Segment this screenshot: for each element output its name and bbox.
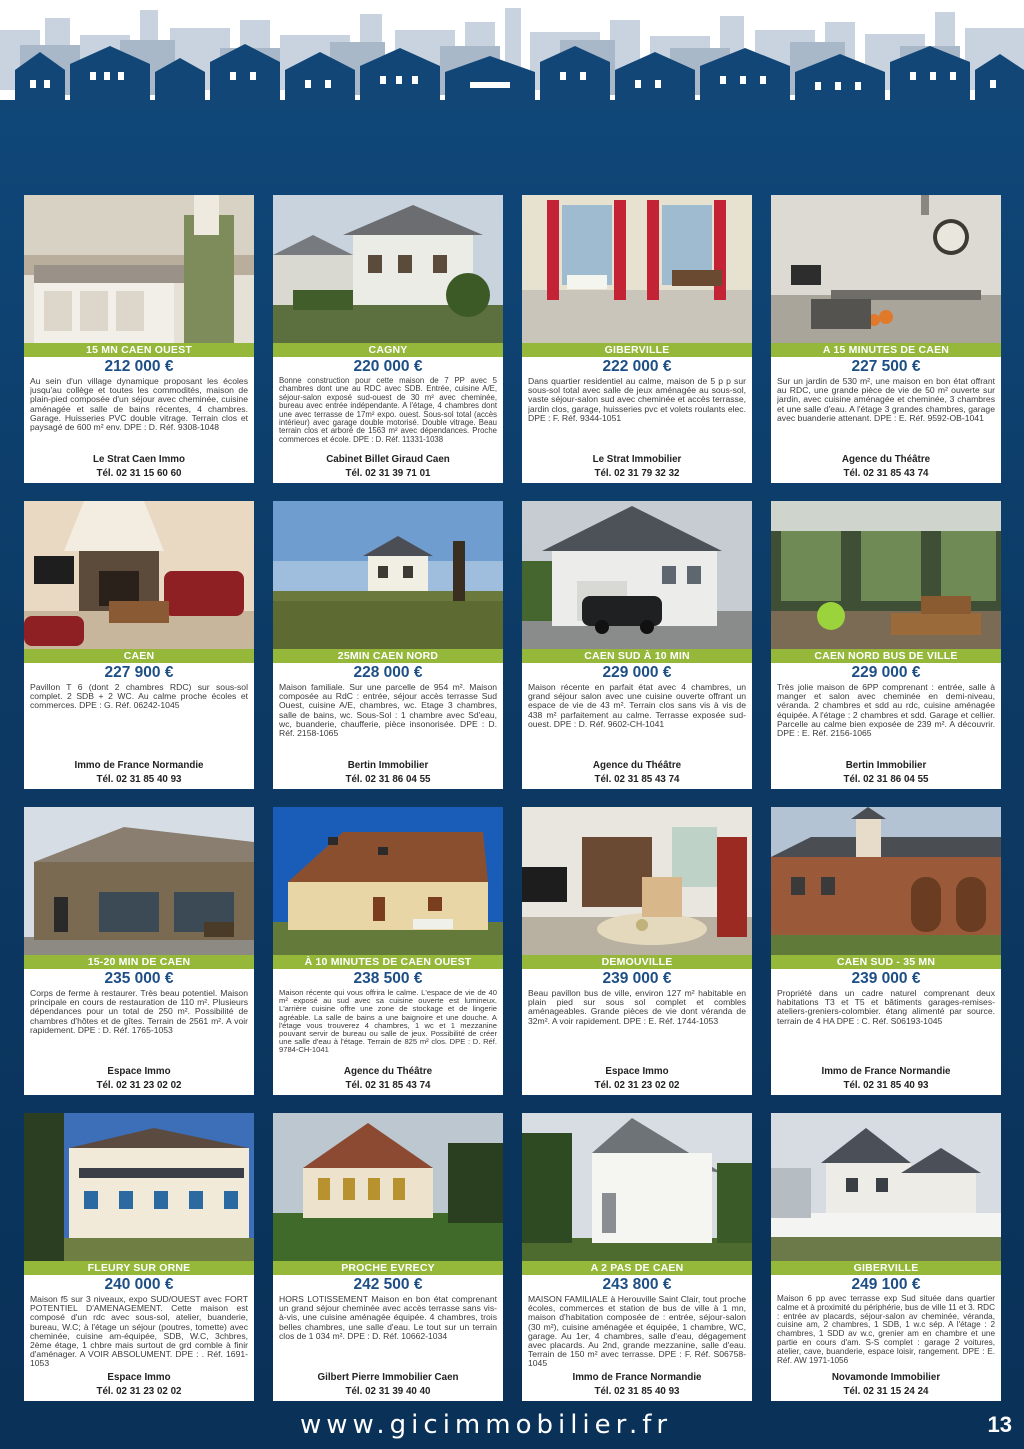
property-photo[interactable] xyxy=(24,807,254,955)
property-photo[interactable] xyxy=(522,195,752,343)
listing-description: Propriété dans un cadre naturel comprenant deux habitations T3 et T5 et bâtiments garages-remises-ateliers-greniers-colombier. étang alimenté par source. terrain de 4 HA DPE : C. Réf. S06193-1045 xyxy=(777,989,995,1026)
agency-name: Immo de France Normandie xyxy=(572,1372,702,1383)
skyline-illustration xyxy=(0,0,1024,110)
listing-description: Dans quartier residentiel au calme, maison de 5 p p sur sous-sol total avec salle de jeux aménagée au sous-sol, vaste séjour-salon sud avec cheminée et accès terrasse, jardin clos, garage, huisseries pvc et volets roulants elec. DPE : F. Réf. 9344-1051 xyxy=(528,377,746,423)
listing-description: Beau pavillon bus de ville, environ 127 m² habitable en plain pied sur sous sol complet et combles aménageables. Grande pièces de vie dont véranda de 32m². A voir rapidement. DPE : E. Réf. 1744-1053 xyxy=(528,989,746,1026)
listing-location: PROCHE EVRECY xyxy=(273,1261,503,1275)
listing-description: Maison 6 pp avec terrasse exp Sud située dans quartier calme et à proximité du périphérie, bus de ville 11 et 3. RDC : entrée av placards, séjour-salon av cheminée, véranda, cuisine am, 2 chambres, 1 SDB, 1 w.c sép. A l'étage : 2 chambres, 1 SDD av w.c, grenier am en chambre et une partie en cours d'am. S-S complet : garage 2 voitures, atelier, cave, buanderie, espace loisir, rangement. DPE : E. Réf. AW 1971-1056 xyxy=(777,1295,995,1365)
property-photo[interactable] xyxy=(522,501,752,649)
skyline-banner xyxy=(0,0,1024,110)
listing-description: MAISON FAMILIALE à Herouville Saint Clair, tout proche écoles, commerces et station de bus de ville à 1 mn, maison d'habitation composée de : entrée, séjour-salon (30 m²), cuisine aménagée et équipée, 1 chambre, WC, garage. Au 1er, 4 chambres, salle d'eau, dégagement avec placards. Au 2nd, grande mezzanine, salle d'eau. Terrain de 150 m² avec terrasse. DPE : F. Réf. S06758-1045 xyxy=(528,1295,746,1369)
listing-location: CAEN xyxy=(24,649,254,663)
agency-name: Immo de France Normandie xyxy=(74,760,204,771)
listing-description: Au sein d'un village dynamique proposant les écoles jusqu'au collège et toutes les commodités, maison de plain-pied composée d'un séjour avec cheminée, cuisine aménagée et salle de bains récentes, 4 chambres. Garage. Huisseries PVC double vitrage. Terrain clos et paysagé de 600 m² env. DPE : D. Réf. 9308-1048 xyxy=(30,377,248,433)
agency-phone[interactable]: Tél. 02 31 85 40 93 xyxy=(96,774,182,785)
listing-description: Pavillon T 6 (dont 2 chambres RDC) sur sous-sol complet. 2 SDB + 2 WC. Au calme proche écoles et commerces. DPE : G. Réf. 06242-1045 xyxy=(30,683,248,711)
property-photo[interactable] xyxy=(522,807,752,955)
listing-price: 228 000 € xyxy=(353,664,423,681)
listing-price: 229 000 € xyxy=(851,664,921,681)
agency-name: Immo de France Normandie xyxy=(821,1066,951,1077)
listing-location: A 15 MINUTES DE CAEN xyxy=(771,343,1001,357)
listing-card[interactable] xyxy=(273,501,503,789)
agency-name: Agence du Théâtre xyxy=(343,1066,433,1077)
agency-name: Le Strat Caen Immo xyxy=(92,454,185,465)
agency-name: Espace Immo xyxy=(605,1066,669,1077)
listing-location: CAEN SUD - 35 MN xyxy=(771,955,1001,969)
agency-name: Agence du Théâtre xyxy=(841,454,931,465)
agency-name: Bertin Immobilier xyxy=(845,760,927,771)
property-photo[interactable] xyxy=(273,1113,503,1261)
agency-name: Bertin Immobilier xyxy=(347,760,429,771)
listing-price: 240 000 € xyxy=(104,1276,174,1293)
agency-name: Agence du Théâtre xyxy=(592,760,682,771)
listing-card[interactable] xyxy=(771,807,1001,1095)
listing-location: A 2 PAS DE CAEN xyxy=(522,1261,752,1275)
property-photo[interactable] xyxy=(273,807,503,955)
listing-location: FLEURY SUR ORNE xyxy=(24,1261,254,1275)
listing-location: 15 MN CAEN OUEST xyxy=(24,343,254,357)
agency-name: Le Strat Immobilier xyxy=(592,454,682,465)
listing-location: CAEN SUD À 10 MIN xyxy=(522,649,752,663)
listing-price: 243 800 € xyxy=(602,1276,672,1293)
property-photo[interactable] xyxy=(24,501,254,649)
listing-location: 25MIN CAEN NORD xyxy=(273,649,503,663)
property-photo[interactable] xyxy=(522,1113,752,1261)
listing-price: 238 500 € xyxy=(353,970,423,987)
listing-description: Corps de ferme à restaurer. Très beau potentiel. Maison principale en cours de restauration de 110 m². Plusieurs dépendances pour un total de 250 m². Possibilité de chambres d'hôtes et de gîtes. Terrain de 2561 m². A voir rapidement. DPE : D. Réf. 1765-1053 xyxy=(30,989,248,1035)
listing-description: Bonne construction pour cette maison de 7 PP avec 5 chambres dont une au RDC avec SDB. Entrée, cuisine A/E, séjour-salon exposé sud-ouest de 30 m² avec cheminée, bureau avec entrée indépendante. A l'étage, 4 chambres dont une avec terrasse de 17m² expo. ouest. Sous-sol total (accès intérieur) avec garage double motorisé. Double vitrage. Beau terrain clos et arboré de 1563 m² avec dépendances. Proche commerces et école. DPE : D. Réf. 11331-1038 xyxy=(279,377,497,444)
listing-card[interactable] xyxy=(273,807,503,1095)
listing-card[interactable] xyxy=(273,1113,503,1401)
listing-description: Maison récente en parfait état avec 4 chambres, un grand séjour salon avec une cuisine ouverte offrant un espace de vie de 43 m². Terrain clos sans vis à vis de 438 m² parfaitement au calme. Terrasse exposée sud-ouest. DPE : D. Réf. 9602-CH-1041 xyxy=(528,683,746,729)
agency-phone[interactable]: Tél. 02 31 23 02 02 xyxy=(96,1080,182,1091)
agency-phone[interactable]: Tél. 02 31 39 40 40 xyxy=(345,1386,431,1397)
agency-phone[interactable]: Tél. 02 31 15 60 60 xyxy=(96,468,182,479)
listing-location: DEMOUVILLE xyxy=(522,955,752,969)
listing-location: CAGNY xyxy=(273,343,503,357)
property-photo[interactable] xyxy=(771,195,1001,343)
listing-description: Très jolie maison de 6PP comprenant : entrée, salle à manger et salon avec cheminée en demi-niveau, véranda. 2 chambres et sdd au rdc, cuisine aménagée équipée. A l'étage : 2 chambres et sdd. Garage et cellier. Parcelle au calme bien exposée de 239 m². A découvrir. DPE : E. Réf. 2156-1065 xyxy=(777,683,995,739)
agency-name: Gilbert Pierre Immobilier Caen xyxy=(317,1372,459,1383)
property-photo[interactable] xyxy=(771,501,1001,649)
listing-price: 212 000 € xyxy=(104,358,174,375)
listing-location: À 10 MINUTES DE CAEN OUEST xyxy=(273,955,503,969)
listing-description: Maison f5 sur 3 niveaux, expo SUD/OUEST avec FORT POTENTIEL D'AMENAGEMENT. Cette maison est composé d'un rdc avec sous-sol, atelier, buanderie, bureau, W.C; à l'étage un séjour (poutres, tomette) avec cheminée, cuisine am-équipée, SDB, W.C, 3chbres, 2ème étage, 1 chbre mais surtout de grd comble à finir d'aménager. A VOIR ABSOLUMENT. DPE : . Réf. 1691-1053 xyxy=(30,1295,248,1369)
listing-price: 239 000 € xyxy=(851,970,921,987)
agency-phone[interactable]: Tél. 02 31 85 43 74 xyxy=(594,774,680,785)
agency-phone[interactable]: Tél. 02 31 79 32 32 xyxy=(594,468,680,479)
listing-card[interactable] xyxy=(522,195,752,483)
property-photo[interactable] xyxy=(273,195,503,343)
property-photo[interactable] xyxy=(24,195,254,343)
listing-description: Maison récente qui vous offrira le calme. L'espace de vie de 40 m² exposé au sud avec sa cuisine ouverte est lumineux. L'arrière cuisine offre une zone de stockage et de lingerie agréable. La salle de bains a une baignoire et une douche. A l'étage vous trouverez 4 chambres, 1 wc et 1 mezzanine pouvant servir de bureau ou salle de jeux. Possibilité de créer une salle d'eau à l'étage. Terrain de 825 m² clos. DPE : D. Réf. 9784-CH-1041 xyxy=(279,989,497,1055)
agency-name: Espace Immo xyxy=(107,1066,171,1077)
listing-card[interactable] xyxy=(522,1113,752,1401)
page-number: 13 xyxy=(987,1412,1012,1437)
agency-phone[interactable]: Tél. 02 31 39 71 01 xyxy=(345,468,431,479)
listing-card[interactable] xyxy=(24,195,254,483)
listing-card[interactable] xyxy=(522,501,752,789)
agency-name: Novamonde Immobilier xyxy=(831,1372,941,1383)
website-url[interactable]: www.gicimmobilier.fr xyxy=(300,1410,673,1440)
listing-price: 222 000 € xyxy=(602,358,672,375)
agency-phone[interactable]: Tél. 02 31 85 43 74 xyxy=(345,1080,431,1091)
listing-price: 242 500 € xyxy=(353,1276,423,1293)
listing-price: 220 000 € xyxy=(353,358,423,375)
property-photo[interactable] xyxy=(771,807,1001,955)
listing-card[interactable] xyxy=(24,807,254,1095)
listing-description: HORS LOTISSEMENT Maison en bon état comprenant un grand séjour cheminée avec accès terrasse sans vis-à-vis, une cuisine aménagée équipée. 4 chambres, trois belles chambres, une salle d'eau. Le tout sur un terrain clos de 1 034 m². DPE : D. Réf. 10662-1034 xyxy=(279,1295,497,1341)
listing-price: 249 100 € xyxy=(851,1276,921,1293)
listing-location: GIBERVILLE xyxy=(522,343,752,357)
listing-price: 239 000 € xyxy=(602,970,672,987)
agency-phone[interactable]: Tél. 02 31 85 43 74 xyxy=(843,468,929,479)
listing-location: 15-20 MIN DE CAEN xyxy=(24,955,254,969)
agency-phone[interactable]: Tél. 02 31 85 40 93 xyxy=(843,1080,929,1091)
listing-card[interactable] xyxy=(24,1113,254,1401)
agency-phone[interactable]: Tél. 02 31 85 40 93 xyxy=(594,1386,680,1397)
listing-card[interactable] xyxy=(273,195,503,483)
listing-card[interactable] xyxy=(771,501,1001,789)
listing-description: Sur un jardin de 530 m², une maison en bon état offrant au RDC, une grande pièce de vie de 50 m² ouverte sur jardin, avec cuisine aménagée et cheminée, 3 chambres et une salle d'eau. A l'étage 3 grandes chambres, garage avec buanderie attenant. DPE : E. Réf. 9592-OB-1041 xyxy=(777,377,995,423)
agency-name: Espace Immo xyxy=(107,1372,171,1383)
listing-description: Maison familiale. Sur une parcelle de 954 m². Maison composée au RdC : entrée, séjour accès terrasse Sud Ouest, cuisine A/E, chambres, wc. Etage 3 chambres, salle de bains, wc. Sous-Sol : 1 chambre avec Sd'eau, wc, buanderie, chaufferie, pièce insonorisée. DPE : D. Réf. 2158-1065 xyxy=(279,683,497,739)
agency-phone[interactable]: Tél. 02 31 23 02 02 xyxy=(594,1080,680,1091)
property-photo[interactable] xyxy=(771,1113,1001,1261)
listing-location: GIBERVILLE xyxy=(771,1261,1001,1275)
listing-price: 229 000 € xyxy=(602,664,672,681)
listing-price: 227 500 € xyxy=(851,358,921,375)
listing-location: CAEN NORD BUS DE VILLE xyxy=(771,649,1001,663)
listing-card[interactable] xyxy=(24,501,254,789)
agency-name: Cabinet Billet Giraud Caen xyxy=(326,454,450,465)
property-photo[interactable] xyxy=(273,501,503,649)
listing-card[interactable] xyxy=(771,1113,1001,1401)
listing-price: 235 000 € xyxy=(104,970,174,987)
agency-phone[interactable]: Tél. 02 31 86 04 55 xyxy=(843,774,929,785)
agency-phone[interactable]: Tél. 02 31 23 02 02 xyxy=(96,1386,182,1397)
listing-card[interactable] xyxy=(522,807,752,1095)
listing-card[interactable] xyxy=(771,195,1001,483)
property-photo[interactable] xyxy=(24,1113,254,1261)
listing-price: 227 900 € xyxy=(104,664,174,681)
agency-phone[interactable]: Tél. 02 31 15 24 24 xyxy=(843,1386,929,1397)
agency-phone[interactable]: Tél. 02 31 86 04 55 xyxy=(345,774,431,785)
